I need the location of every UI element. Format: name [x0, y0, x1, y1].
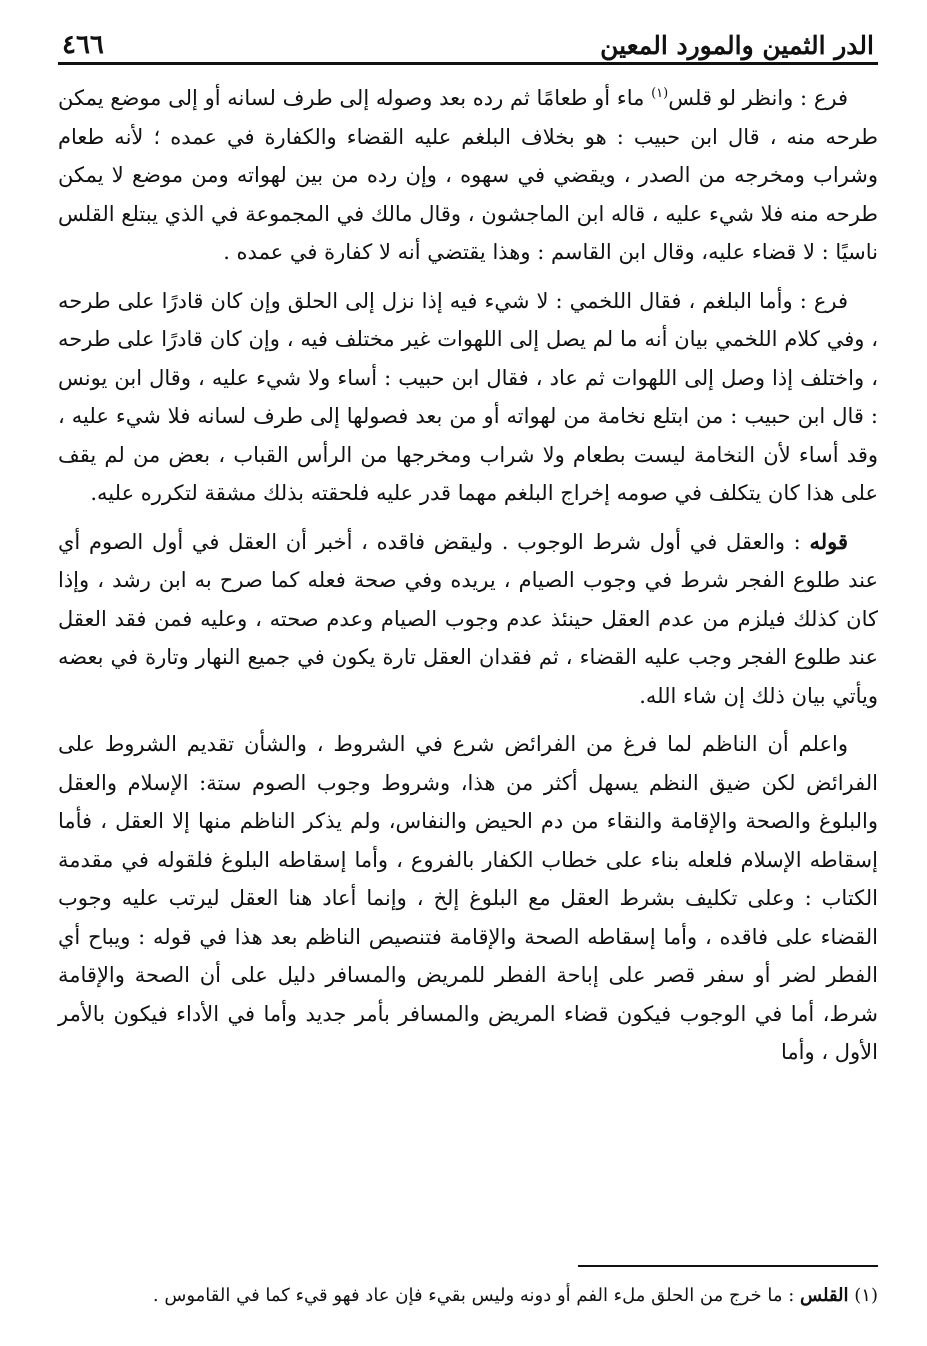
paragraph-text: ماء أو طعامًا ثم رده بعد وصوله إلى طرف لسانه أو إلى موضع يمكن طرحه منه ، قال ابن حبيب : هو بخلاف البلغم عليه القضاء والكفارة في عمده ؛ لأنه طعام وشراب ومخرجه من الصدر ، ويقضي في سهوه ، وإن رده من بين لهواته ومن موضع لا يمكن طرحه منه فلا شيء عليه ، قاله ابن الماجشون ، وقال مالك في المجموعة في الذي يبتلع القلس ناسيًا : لا قضاء عليه، وقال ابن القاسم : وهذا يقتضي أنه لا كفارة في عمده . [58, 86, 878, 264]
paragraph [58, 282, 878, 513]
paragraph [58, 523, 878, 716]
book-page [58, 20, 878, 1320]
paragraph-text: : والعقل في أول شرط الوجوب . وليقض فاقده ، أخبر أن العقل في أول الصوم أي عند طلوع الفجر شرط في وجوب الصيام ، يريده وفي صحة فعله كما صرح به ابن رشد ، وإذا كان كذلك فيلزم من عدم العقل حينئذ عدم وجوب الصيام وعدم صحته ، وعليه فمن فقد العقل عند طلوع الفجر وجب عليه القضاء ، ثم فقدان العقل تارة يكون في جميع النهار وتارة في بعضه ويأتي بيان ذلك إن شاء الله. [58, 529, 878, 708]
paragraph-text: فرع : وانظر لو قلس [668, 86, 848, 110]
paragraph-lead: قوله [809, 528, 848, 554]
footnote-number: (١) [854, 1285, 878, 1306]
running-header [58, 20, 878, 65]
footnote [58, 1282, 878, 1310]
footnote-separator [578, 1265, 878, 1267]
paragraph [58, 725, 878, 1072]
footnote-term: القلس [800, 1285, 849, 1306]
paragraph-text: فرع : وأما البلغم ، فقال اللخمي : لا شيء فيه إذا نزل إلى الحلق وإن كان قادرًا على طرحه ، وفي كلام اللخمي بيان أنه ما لم يصل إلى اللهوات غير مختلف فيه ، وإن كان قادرًا على طرحه ، واختلف إذا وصل إلى اللهوات ثم عاد ، فقال ابن حبيب : أساء ولا شيء عليه ، وقال ابن يونس : قال ابن حبيب : من ابتلع نخامة من لهواته أو من بعد فصولها إلى طرف لسانه فلا شيء عليه ، وقد أساء لأن النخامة ليست بطعام ولا شراب ومخرجها من الرأس القباب ، بعض من لم يقف على هذا كان يتكلف في صومه إخراج البلغم مهما قدر عليه فلحقته بذلك مشقة لتكرره عليه. [58, 288, 878, 505]
book-title: الدر الثمين والمورد المعين [600, 31, 874, 60]
footnote-reference: (١) [651, 86, 669, 101]
footnote-text: : ما خرج من الحلق ملء الفم أو دونه وليس بقيء فإن عاد فهو قيء كما في القاموس . [152, 1285, 801, 1306]
paragraph-text: واعلم أن الناظم لما فرغ من الفرائض شرع في الشروط ، والشأن تقديم الشروط على الفرائض لكن ضيق النظم يسهل أكثر من هذا، وشروط وجوب الصوم ستة: الإسلام والعقل والبلوغ والصحة والإقامة والنقاء من دم الحيض والنفاس، ولم يذكر الناظم منها إلا العقل ، فأما إسقاطه الإسلام فلعله بناء على خطاب الكفار بالفروع ، وأما إسقاطه البلوغ فلقوله في مقدمة الكتاب : وعلى تكليف بشرط العقل مع البلوغ إلخ ، وإنما أعاد هنا العقل ليرتب عليه وجوب القضاء على فاقده ، وأما إسقاطه الصحة والإقامة فتنصيص الناظم بعد هذا في قوله : ويباح أي الفطر لضر أو سفر قصر على إباحة الفطر للمريض والمسافر دليل على أن الصحة والإقامة شرط، أما في الوجوب فيكون قضاء المريض والمسافر بأمر جديد وأما في الأداء فيكون بالأمر الأول ، وأما [58, 732, 878, 1064]
page-number: ٤٦٦ [62, 30, 104, 60]
paragraph [58, 79, 878, 272]
page-body [58, 79, 878, 1072]
